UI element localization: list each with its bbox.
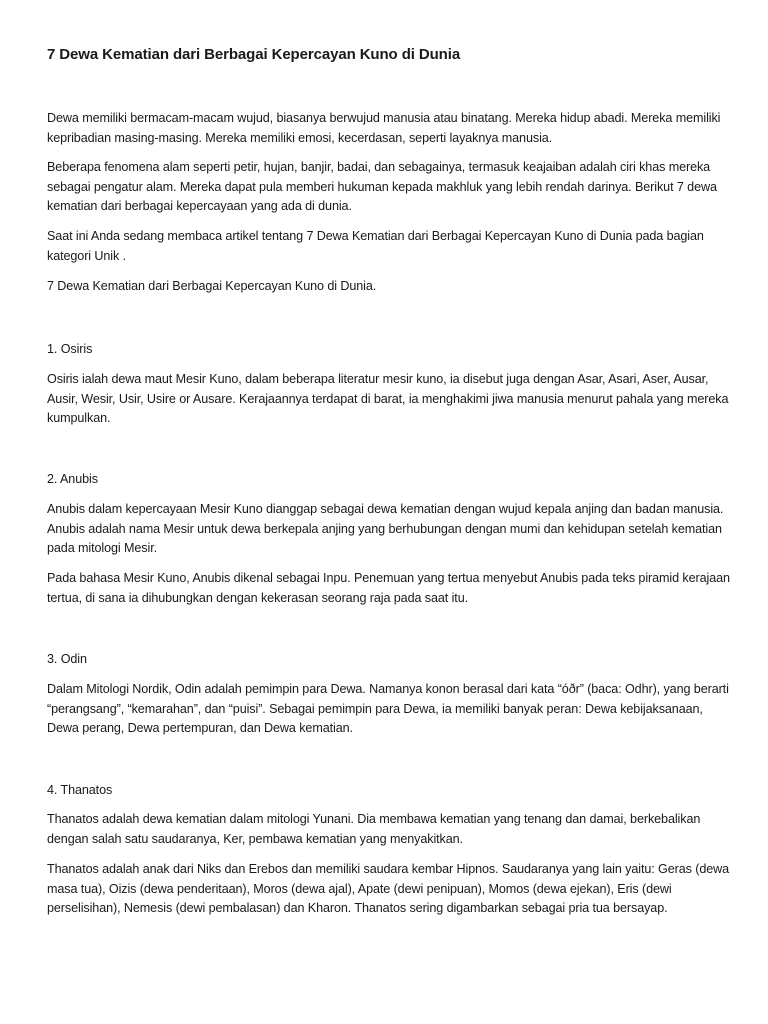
section-heading-osiris: 1. Osiris [47,342,93,356]
section-heading-anubis: 2. Anubis [47,472,98,486]
anubis-paragraph-2: Pada bahasa Mesir Kuno, Anubis dikenal sebagai Inpu. Penemuan yang tertua menyebut Anubis pada teks piramid kerajaan tertua, di sana ia dihubungkan dengan kekerasan seorang raja pada saat itu. [47,571,730,605]
section-heading-odin: 3. Odin [47,652,87,666]
thanatos-paragraph-1: Thanatos adalah dewa kematian dalam mitologi Yunani. Dia membawa kematian yang tenang dan damai, berkebalikan dengan salah satu saudaranya, Ker, pembawa kematian yang menyakitkan. [47,812,701,846]
intro-paragraph-2: Beberapa fenomena alam seperti petir, hujan, banjir, badai, dan sebagainya, termasuk keajaiban adalah ciri khas mereka sebagai pengatur alam. Mereka dapat pula memberi hukuman kepada makhluk yang lebih rendah darinya. Berikut 7 dewa kematian dari berbagai kepercayaan yang ada di dunia. [47,160,717,214]
intro-paragraph-4: 7 Dewa Kematian dari Berbagai Kepercayan Kuno di Dunia. [47,279,377,293]
section-heading-thanatos: 4. Thanatos [47,783,113,797]
document-title: 7 Dewa Kematian dari Berbagai Kepercayan Kuno di Dunia [47,46,461,63]
odin-paragraph-1: Dalam Mitologi Nordik, Odin adalah pemimpin para Dewa. Namanya konon berasal dari kata “óðr” (baca: Odhr), yang berarti “perangsang”, “kemarahan”, dan “puisi”. Sebagai pemimpin para Dewa, ia memiliki banyak peran: Dewa kebijaksanaan, Dewa perang, Dewa pertempuran, dan Dewa kematian. [47,682,729,736]
thanatos-paragraph-2: Thanatos adalah anak dari Niks dan Erebos dan memiliki saudara kembar Hipnos. Saudaranya yang lain yaitu: Geras (dewa masa tua), Oizis (dewa penderitaan), Moros (dewa ajal), Apate (dewi penipuan), Momos (dewa ejekan), Eris (dewi perselisihan), Nemesis (dewi pembalasan) dan Kharon. Thanatos sering digambarkan sebagai pria tua bersayap. [47,862,730,916]
anubis-paragraph-1: Anubis dalam kepercayaan Mesir Kuno dianggap sebagai dewa kematian dengan wujud kepala anjing dan badan manusia. Anubis adalah nama Mesir untuk dewa berkepala anjing yang berhubungan dengan mumi dan kehidupan setelah kematian pada mitologi Mesir. [47,502,724,556]
osiris-paragraph-1: Osiris ialah dewa maut Mesir Kuno, dalam beberapa literatur mesir kuno, ia disebut juga dengan Asar, Asari, Aser, Ausar, Ausir, Wesir, Usir, Usire or Ausare. Kerajaannya terdapat di barat, ia menghakimi jiwa manusia menurut pahala yang mereka kumpulkan. [47,372,729,426]
intro-paragraph-1: Dewa memiliki bermacam-macam wujud, biasanya berwujud manusia atau binatang. Mereka hidup abadi. Mereka memiliki kepribadian masing-masing. Mereka memiliki emosi, kecerdasan, seperti layaknya manusia. [47,111,721,145]
intro-paragraph-3: Saat ini Anda sedang membaca artikel tentang 7 Dewa Kematian dari Berbagai Kepercayan Kuno di Dunia pada bagian kategori Unik . [47,229,704,263]
